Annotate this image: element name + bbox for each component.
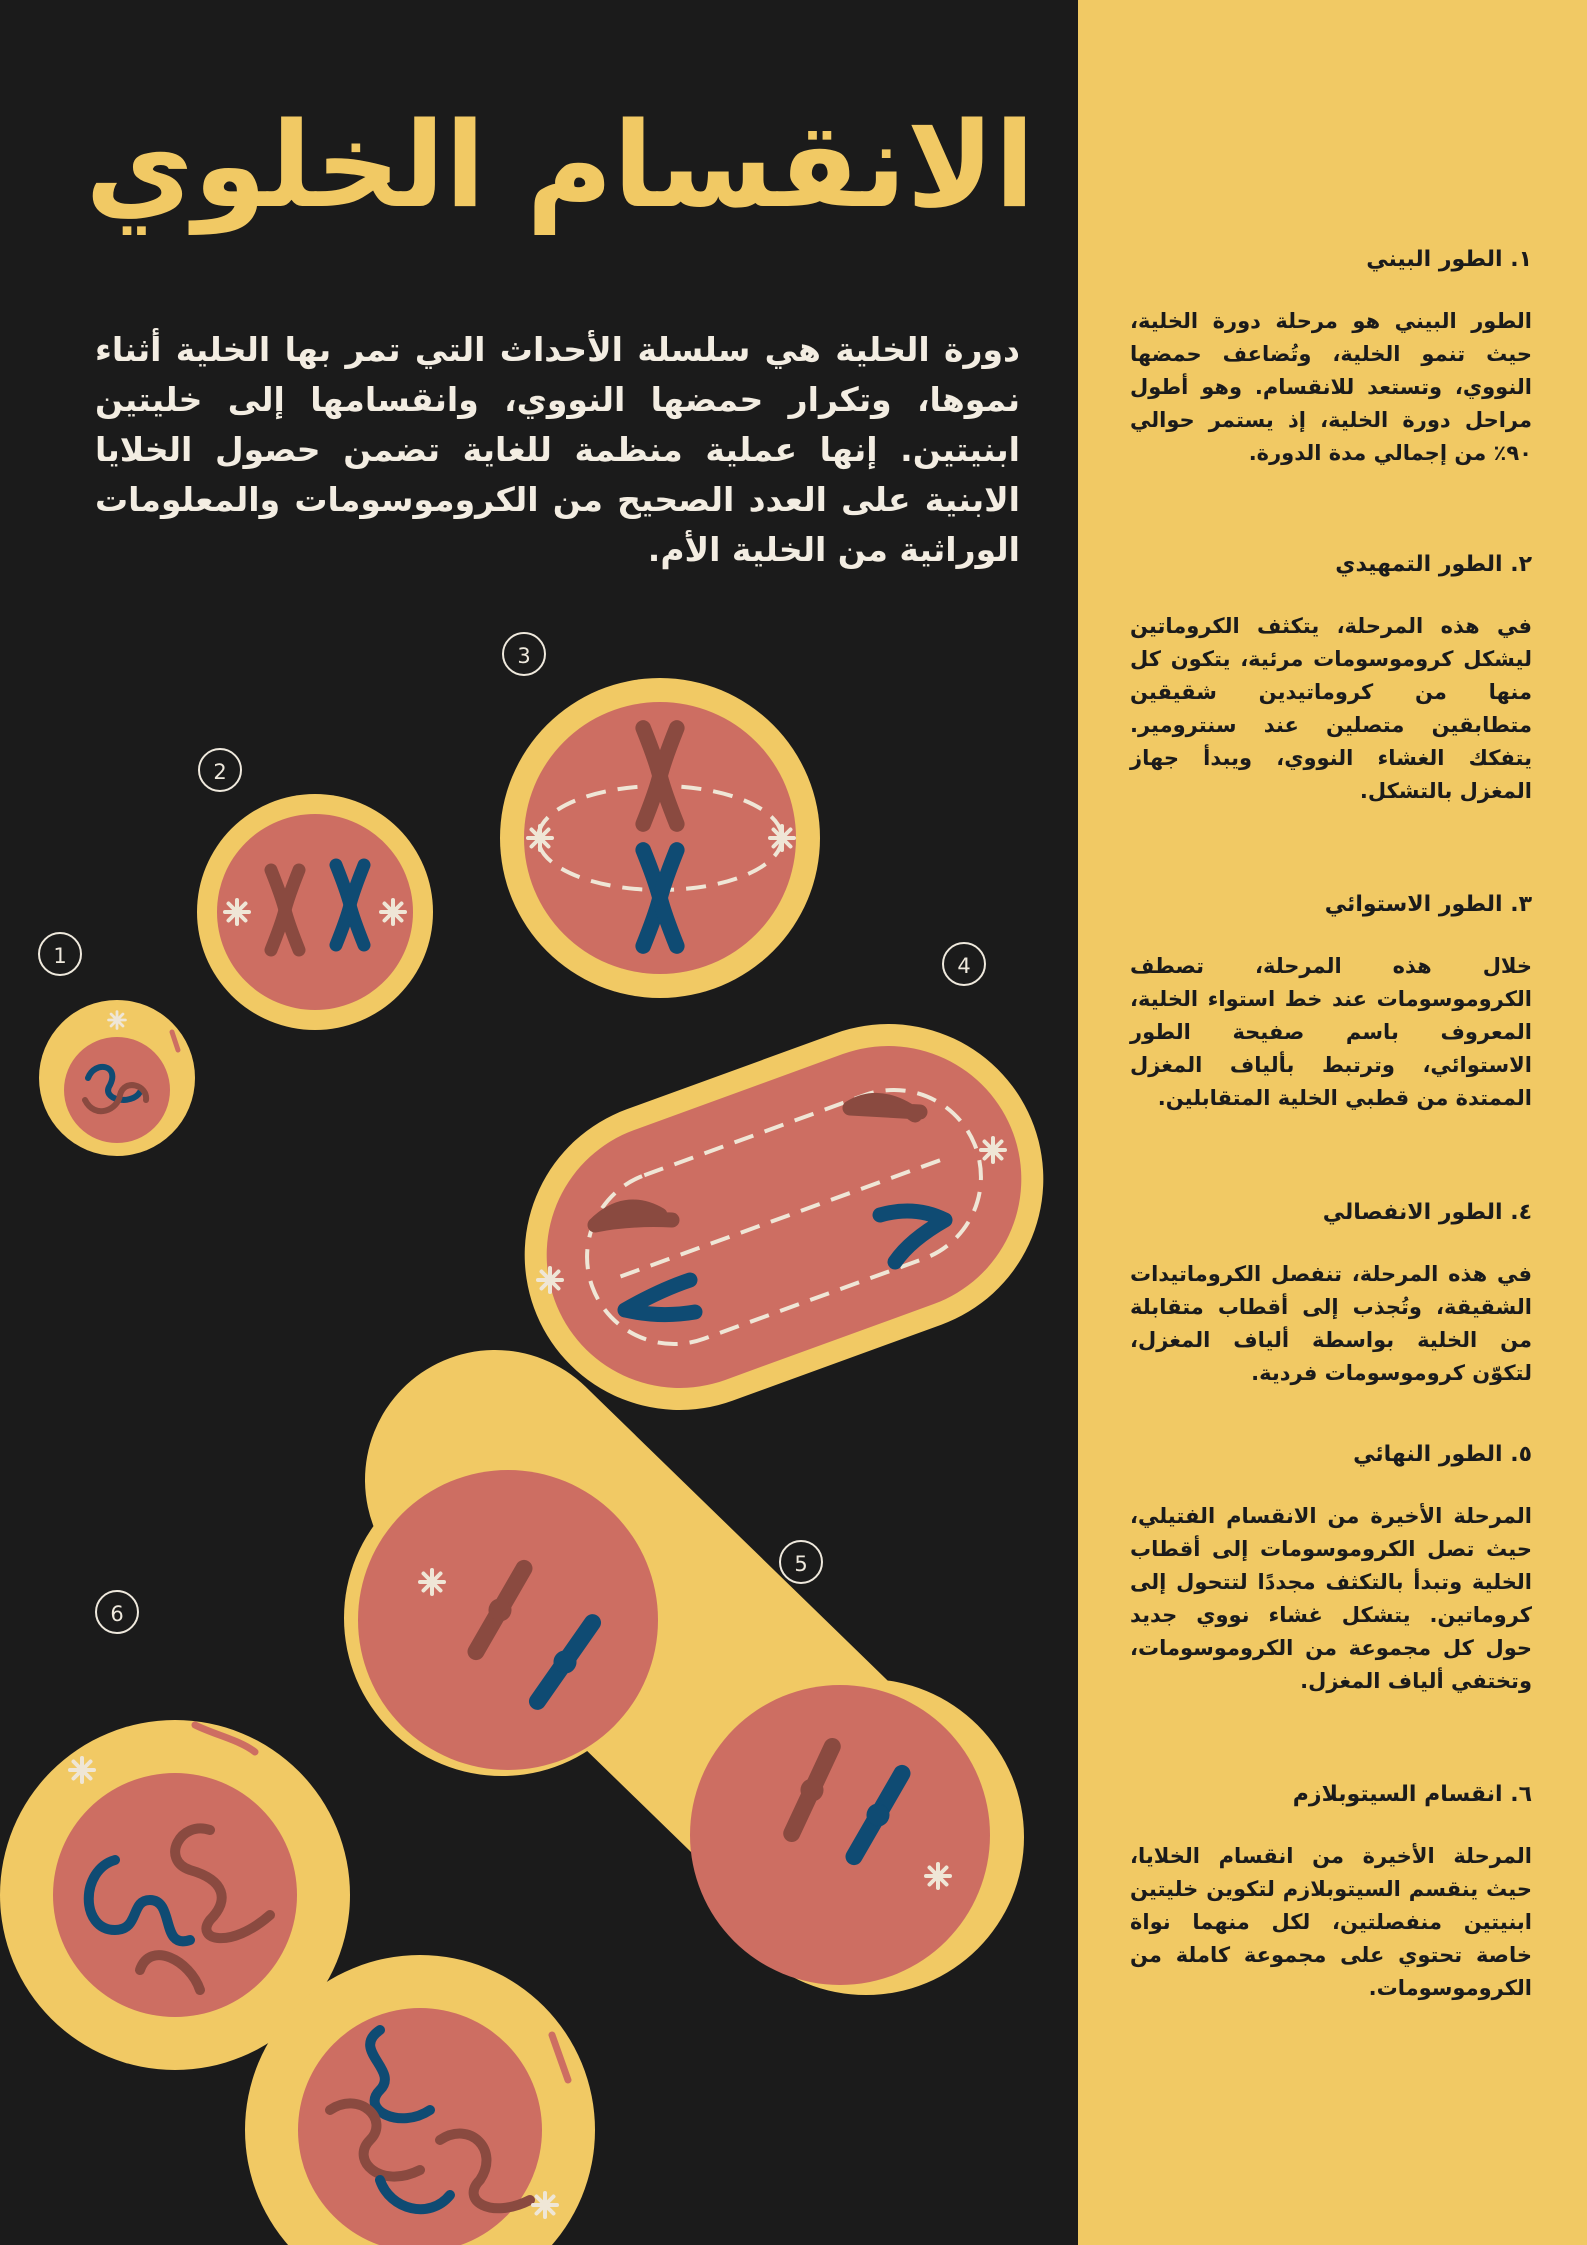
phase-title: ٣. الطور الاستوائي [1324,892,1532,917]
phase-interphase [1130,245,1532,470]
phase-title: ٦. انقسام السيتوبلازم [1292,1782,1532,1807]
step-badge-2: 2 [198,748,242,792]
phase-title: ٤. الطور الانفصالي [1322,1200,1532,1225]
step-badge-6: 6 [95,1590,139,1634]
step-badge-4: 4 [942,942,986,986]
step-badge-1: 1 [38,932,82,976]
phase-title: ١. الطور البيني [1366,247,1532,272]
cell-1-interphase [39,1000,195,1156]
phase-anaphase [1130,1198,1532,1390]
phase-title: ٢. الطور التمهيدي [1335,552,1532,577]
phase-metaphase [1130,890,1532,1115]
phase-description: المرحلة الأخيرة من انقسام الخلايا، حيث ينقسم السيتوبلازم لتكوين خليتين ابنيتين منفصلتين، لكل منهما نواة خاصة تحتوي على مجموعة كاملة من الكروموسومات. [1130,1844,1532,2000]
step-badge-3: 3 [502,632,546,676]
phase-description: الطور البيني هو مرحلة دورة الخلية، حيث تنمو الخلية، وتُضاعف حمضها النووي، وتستعد للانقسام. وهو أطول مراحل دورة الخلية، إذ يستمر حوالي ٩٠٪ من إجمالي مدة الدورة. [1130,309,1532,465]
phase-description: خلال هذه المرحلة، تصطف الكروموسومات عند خط استواء الخلية، المعروف باسم صفيحة الطور الاستوائي، وترتبط بألياف المغزل الممتدة من قطبي الخلية المتقابلين. [1130,954,1532,1110]
phase-description: المرحلة الأخيرة من الانقسام الفتيلي، حيث تصل الكروموسومات إلى أقطاب الخلية وتبدأ بالتكثف مجددًا لتتحول إلى كروماتين. يتشكل غشاء نووي جديد حول كل مجموعة من الكروموسومات، وتختفي ألياف المغزل. [1130,1504,1532,1693]
step-badge-5: 5 [779,1540,823,1584]
phase-description: في هذه المرحلة، يتكثف الكروماتين ليشكل كروموسومات مرئية، يتكون كل منها من كروماتيدين شقيقين متطابقين متصلين عند سنترومير. يتفكك الغشاء النووي، ويبدأ جهاز المغزل بالتشكل. [1130,614,1532,803]
page-title: الانقسام الخلوي [85,96,1035,234]
phase-prophase [1130,550,1532,808]
cell-3-metaphase [500,678,820,998]
phase-telophase [1130,1440,1532,1698]
intro-paragraph: دورة الخلية هي سلسلة الأحداث التي تمر بها الخلية أثناء نموها، وتكرار حمضها النووي، وانقسامها إلى خليتين ابنيتين. إنها عملية منظمة للغاية تضمن حصول الخلايا الابنية على العدد الصحيح من الكروموسومات والمعلومات الوراثية من الخلية الأم. [95,330,1020,569]
cell-6-cytokinesis [0,1720,595,2245]
cell-2-prophase [197,794,433,1030]
phase-description: في هذه المرحلة، تنفصل الكروماتيدات الشقيقة، وتُجذب إلى أقطاب متقابلة من الخلية بواسطة ألياف المغزل، لتكوّن كروموسومات فردية. [1130,1262,1532,1385]
cell-5-telophase [344,1460,1024,1995]
phase-cytokinesis [1130,1780,1532,2005]
phase-title: ٥. الطور النهائي [1353,1442,1532,1467]
